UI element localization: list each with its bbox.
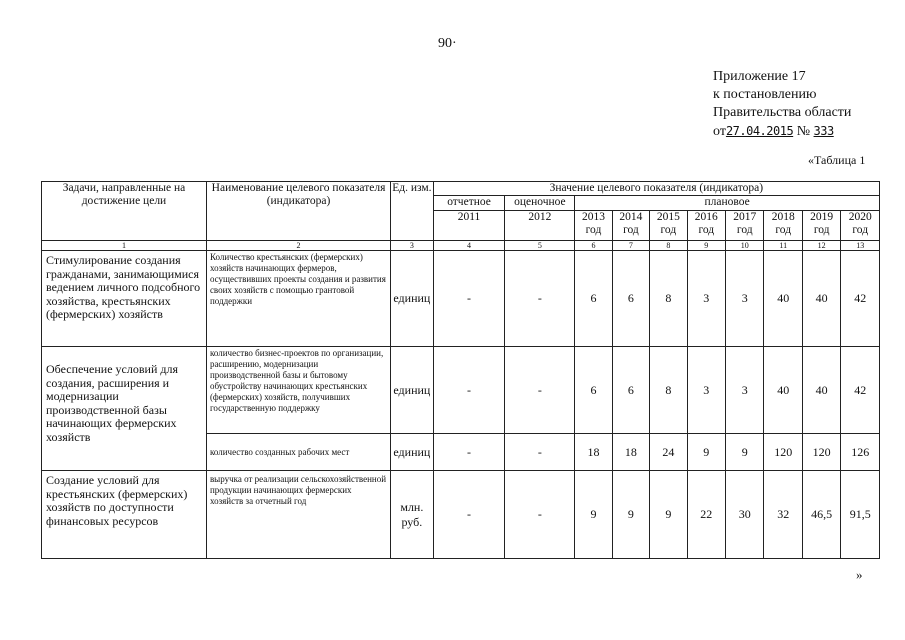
value-cell: 120 xyxy=(802,434,840,471)
task-cell: Создание условий для крестьянских (фермерских) хозяйств по доступности финансовых ресурсов xyxy=(42,471,207,559)
appendix-heading xyxy=(713,68,851,141)
header-year-2011: 2011 xyxy=(433,211,505,241)
value-cell: 8 xyxy=(650,347,687,434)
column-index: 5 xyxy=(505,241,575,251)
table-row xyxy=(42,347,880,434)
value-cell: 46,5 xyxy=(802,471,840,559)
value-cell: 40 xyxy=(764,251,802,347)
header-planned: плановое xyxy=(575,196,880,211)
decree-number: 333 xyxy=(813,124,834,138)
header-year: 2014 год xyxy=(612,211,649,241)
value-cell: 22 xyxy=(687,471,725,559)
value-cell: - xyxy=(433,251,505,347)
date-label: от xyxy=(713,124,726,139)
header-year: 2013 год xyxy=(575,211,612,241)
column-index-row xyxy=(42,241,880,251)
column-index: 2 xyxy=(206,241,390,251)
column-index: 9 xyxy=(687,241,725,251)
value-cell: 6 xyxy=(575,251,612,347)
value-cell: 91,5 xyxy=(841,471,880,559)
value-cell: 24 xyxy=(650,434,687,471)
appendix-date-line xyxy=(713,122,851,141)
value-cell: 40 xyxy=(802,251,840,347)
header-year: 2016 год xyxy=(687,211,725,241)
value-cell: 40 xyxy=(802,347,840,434)
table-row xyxy=(42,251,880,347)
column-index: 12 xyxy=(802,241,840,251)
value-cell: 42 xyxy=(841,347,880,434)
value-cell: 3 xyxy=(726,347,764,434)
value-cell: - xyxy=(505,251,575,347)
header-tasks: Задачи, направленные на достижение цели xyxy=(42,182,207,241)
column-index: 6 xyxy=(575,241,612,251)
value-cell: - xyxy=(505,434,575,471)
value-cell: 40 xyxy=(764,347,802,434)
header-year: 2015 год xyxy=(650,211,687,241)
indicator-cell: выручка от реализации сельскохозяйственной продукции начинающих фермерских хозяйств за отчетный год xyxy=(206,471,390,559)
unit-cell: единиц xyxy=(391,347,434,434)
value-cell: 3 xyxy=(687,347,725,434)
value-cell: 6 xyxy=(575,347,612,434)
header-indicator: Наименование целевого показателя (индикатора) xyxy=(206,182,390,241)
page-number: 90· xyxy=(438,36,457,51)
header-year-2012: 2012 xyxy=(505,211,575,241)
header-reporting: отчетное xyxy=(433,196,505,211)
value-cell: 9 xyxy=(575,471,612,559)
value-cell: 9 xyxy=(650,471,687,559)
value-cell: - xyxy=(433,471,505,559)
task-cell: Стимулирование создания гражданами, занимающимися ведением личного подсобного хозяйства, крестьянских (фермерских) хозяйств xyxy=(42,251,207,347)
closing-quote: » xyxy=(856,567,863,582)
appendix-line-1: Приложение 17 xyxy=(713,69,806,84)
column-index: 7 xyxy=(612,241,649,251)
value-cell: 120 xyxy=(764,434,802,471)
value-cell: 3 xyxy=(687,251,725,347)
unit-cell: млн. руб. xyxy=(391,471,434,559)
task-cell: Обеспечение условий для создания, расширения и модернизации производственной базы начинающих фермерских хозяйств xyxy=(42,347,207,471)
number-label: № xyxy=(796,124,811,139)
column-index: 8 xyxy=(650,241,687,251)
header-year: 2017 год xyxy=(726,211,764,241)
value-cell: 18 xyxy=(612,434,649,471)
header-year: 2020 год xyxy=(841,211,880,241)
indicator-cell: количество созданных рабочих мест xyxy=(206,434,390,471)
column-index: 3 xyxy=(391,241,434,251)
header-unit: Ед. изм. xyxy=(391,182,434,241)
header-year: 2019 год xyxy=(802,211,840,241)
value-cell: - xyxy=(505,471,575,559)
value-cell: 9 xyxy=(612,471,649,559)
header-indicator-value: Значение целевого показателя (индикатора) xyxy=(433,182,879,196)
decree-date: 27.04.2015 xyxy=(725,124,794,138)
value-cell: - xyxy=(505,347,575,434)
column-index: 13 xyxy=(841,241,880,251)
appendix-line-3: Правительства области xyxy=(713,105,852,120)
value-cell: 9 xyxy=(687,434,725,471)
column-index: 10 xyxy=(726,241,764,251)
value-cell: - xyxy=(433,434,505,471)
indicator-cell: Количество крестьянских (фермерских) хозяйств начинающих фермеров, осуществивших проекты создания и развития своих хозяйств с помощью грантовой поддержки xyxy=(206,251,390,347)
column-index: 1 xyxy=(42,241,207,251)
value-cell: 30 xyxy=(726,471,764,559)
value-cell: 8 xyxy=(650,251,687,347)
value-cell: 6 xyxy=(612,347,649,434)
unit-cell: единиц xyxy=(391,434,434,471)
table-title: «Таблица 1 xyxy=(808,153,866,167)
value-cell: 6 xyxy=(612,251,649,347)
header-year: 2018 год xyxy=(764,211,802,241)
value-cell: 9 xyxy=(726,434,764,471)
value-cell: 126 xyxy=(841,434,880,471)
header-estimated: оценочное xyxy=(505,196,575,211)
column-index: 4 xyxy=(433,241,505,251)
value-cell: 18 xyxy=(575,434,612,471)
value-cell: - xyxy=(433,347,505,434)
value-cell: 3 xyxy=(726,251,764,347)
value-cell: 32 xyxy=(764,471,802,559)
indicator-cell: количество бизнес-проектов по организации, расширению, модернизации производственной базы и бытовому обустройству начинающих крестьянских (фермерских) хозяйств, получивших государственную поддержку xyxy=(206,347,390,434)
column-index: 11 xyxy=(764,241,802,251)
unit-cell: единиц xyxy=(391,251,434,347)
indicators-table xyxy=(41,181,880,559)
appendix-line-2: к постановлению xyxy=(713,87,817,102)
value-cell: 42 xyxy=(841,251,880,347)
table-row xyxy=(42,471,880,559)
